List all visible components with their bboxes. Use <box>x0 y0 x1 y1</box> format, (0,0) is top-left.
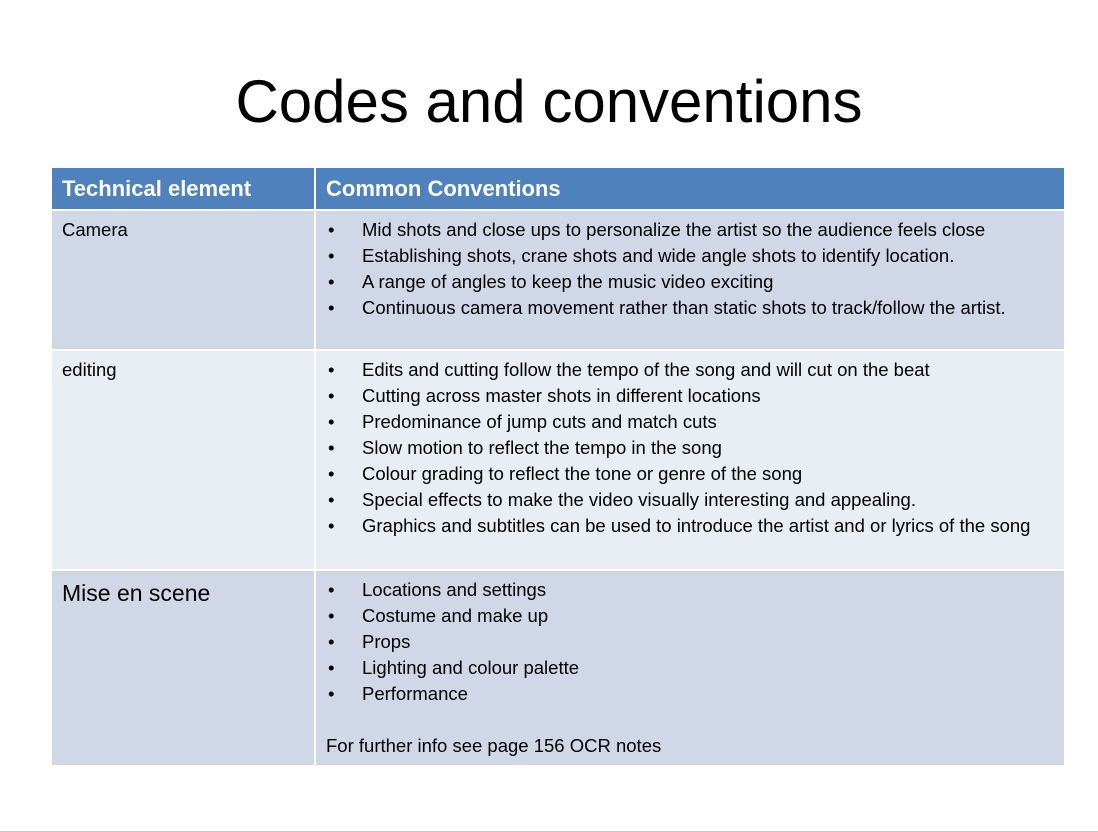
list-item-text: Locations and settings <box>362 579 547 600</box>
conventions-list <box>326 357 1054 539</box>
conventions-table <box>50 168 1066 767</box>
list-item-text: Cutting across master shots in different locations <box>362 385 761 406</box>
header-common-conventions: Common Conventions <box>315 168 1065 210</box>
slide-title: Codes and conventions <box>235 68 863 135</box>
bullet-icon: • <box>328 297 335 318</box>
list-item <box>326 461 1054 487</box>
list-item <box>326 655 1054 681</box>
table-row <box>51 210 1065 350</box>
technical-element-cell: editing <box>51 350 315 570</box>
conventions-cell <box>315 570 1065 766</box>
list-item <box>326 383 1054 409</box>
list-item-text: Continuous camera movement rather than static shots to track/follow the artist. <box>362 297 1006 318</box>
table-row <box>51 350 1065 570</box>
bullet-icon: • <box>328 245 335 266</box>
table-row <box>51 570 1065 766</box>
bullet-icon: • <box>328 489 335 510</box>
list-item <box>326 435 1054 461</box>
list-item-text: Colour grading to reflect the tone or genre of the song <box>362 463 803 484</box>
bullet-icon: • <box>328 219 335 240</box>
list-item-text: Mid shots and close ups to personalize the artist so the audience feels close <box>362 219 986 240</box>
bullet-icon: • <box>328 271 335 292</box>
list-item <box>326 681 1054 707</box>
further-info-note: For further info see page 156 OCR notes <box>326 735 662 756</box>
conventions-cell <box>315 350 1065 570</box>
bullet-icon: • <box>328 657 335 678</box>
list-item <box>326 577 1054 603</box>
list-item-text: Props <box>362 631 411 652</box>
bullet-icon: • <box>328 579 335 600</box>
list-item-text: Lighting and colour palette <box>362 657 580 678</box>
bullet-icon: • <box>328 437 335 458</box>
list-item <box>326 269 1054 295</box>
list-item <box>326 243 1054 269</box>
list-item <box>326 603 1054 629</box>
table-header-row <box>51 168 1065 210</box>
bullet-icon: • <box>328 411 335 432</box>
bullet-icon: • <box>328 605 335 626</box>
list-item-text: Costume and make up <box>362 605 549 626</box>
list-item <box>326 629 1054 655</box>
bullet-icon: • <box>328 631 335 652</box>
list-item-text: A range of angles to keep the music video exciting <box>362 271 774 292</box>
header-technical-element: Technical element <box>51 168 315 210</box>
list-item <box>326 357 1054 383</box>
conventions-cell <box>315 210 1065 350</box>
list-item <box>326 295 1054 321</box>
list-item-text: Graphics and subtitles can be used to introduce the artist and or lyrics of the song <box>362 515 1031 536</box>
bullet-icon: • <box>328 515 335 536</box>
list-item <box>326 487 1054 513</box>
bullet-icon: • <box>328 683 335 704</box>
list-item <box>326 217 1054 243</box>
bullet-icon: • <box>328 359 335 380</box>
list-item-text: Establishing shots, crane shots and wide angle shots to identify location. <box>362 245 955 266</box>
list-item-text: Edits and cutting follow the tempo of the song and will cut on the beat <box>362 359 930 380</box>
technical-element-cell: Camera <box>51 210 315 350</box>
technical-element-cell: Mise en scene <box>51 570 315 766</box>
conventions-list <box>326 577 1054 707</box>
bullet-icon: • <box>328 385 335 406</box>
conventions-list <box>326 217 1054 321</box>
list-item-text: Performance <box>362 683 468 704</box>
list-item-text: Slow motion to reflect the tempo in the song <box>362 437 722 458</box>
list-item-text: Predominance of jump cuts and match cuts <box>362 411 717 432</box>
list-item <box>326 513 1054 539</box>
list-item-text: Special effects to make the video visually interesting and appealing. <box>362 489 916 510</box>
list-item <box>326 409 1054 435</box>
bullet-icon: • <box>328 463 335 484</box>
